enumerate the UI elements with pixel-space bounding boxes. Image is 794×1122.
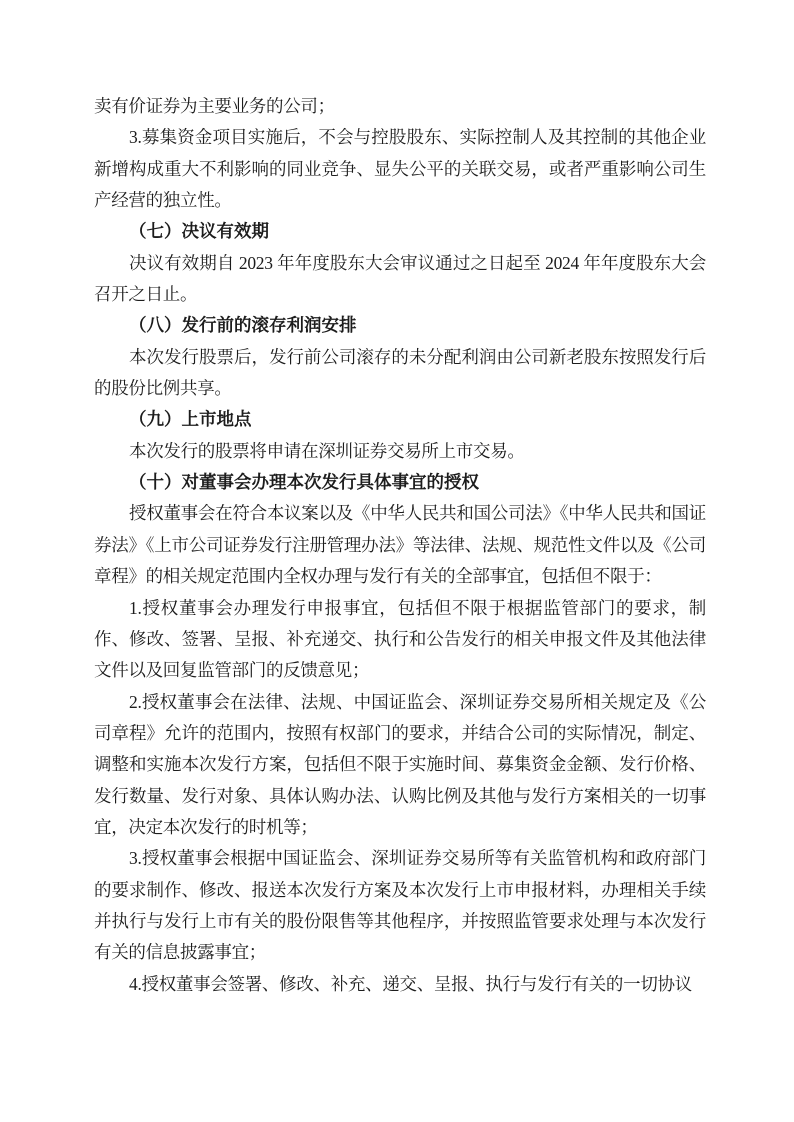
document-body xyxy=(94,91,706,1000)
paragraph: 3.募集资金项目实施后，不会与控股股东、实际控制人及其控制的其他企业新增构成重大不利影响的同业竞争、显失公平的关联交易，或者严重影响公司生产经营的独立性。 xyxy=(94,127,706,211)
section-heading: （九）上市地点 xyxy=(129,409,252,430)
paragraph: 4.授权董事会签署、修改、补充、递交、呈报、执行与发行有关的一切协议 xyxy=(129,973,692,994)
paragraph: 本次发行股票后，发行前公司滚存的未分配利润由公司新老股东按照发行后的股份比例共享。 xyxy=(94,346,706,399)
section-heading: （七）决议有效期 xyxy=(129,221,269,242)
paragraph: 授权董事会在符合本议案以及《中华人民共和国公司法》《中华人民共和国证券法》《上市公司证券发行注册管理办法》等法律、法规、规范性文件以及《公司章程》的相关规定范围内全权办理与发行有关的全部事宜，包括但不限于： xyxy=(94,503,706,587)
section-heading: （八）发行前的滚存利润安排 xyxy=(129,315,357,336)
paragraph: 本次发行的股票将申请在深圳证券交易所上市交易。 xyxy=(129,440,525,461)
paragraph: 卖有价证券为主要业务的公司； xyxy=(94,96,335,116)
paragraph: 决议有效期自 2023 年年度股东大会审议通过之日起至 2024 年年度股东大会召开之日止。 xyxy=(94,252,706,305)
paragraph: 2.授权董事会在法律、法规、中国证监会、深圳证券交易所相关规定及《公司章程》允许的范围内，按照有权部门的要求，并结合公司的实际情况，制定、调整和实施本次发行方案，包括但不限于实施时间、募集资金金额、发行价格、发行数量、发行对象、具体认购办法、认购比例及其他与发行方案相关的一切事宜，决定本次发行的时机等； xyxy=(94,691,706,837)
paragraph: 1.授权董事会办理发行申报事宜，包括但不限于根据监管部门的要求，制作、修改、签署、呈报、补充递交、执行和公告发行的相关申报文件及其他法律文件以及回复监管部门的反馈意见； xyxy=(94,597,706,681)
section-heading: （十）对董事会办理本次发行具体事宜的授权 xyxy=(129,472,479,493)
paragraph: 3.授权董事会根据中国证监会、深圳证券交易所等有关监管机构和政府部门的要求制作、修改、报送本次发行方案及本次发行上市申报材料，办理相关手续并执行与发行上市有关的股份限售等其他程序，并按照监管要求处理与本次发行有关的信息披露事宜； xyxy=(94,848,706,963)
